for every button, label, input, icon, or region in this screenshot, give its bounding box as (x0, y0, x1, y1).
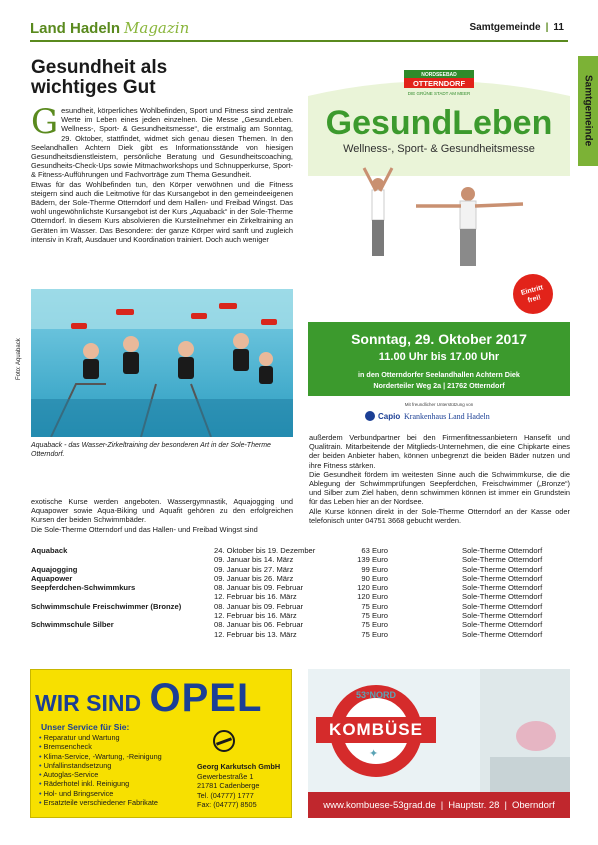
opel-ad (30, 669, 292, 818)
drop-cap: G (31, 102, 59, 142)
sticker-line-2: frei! (527, 294, 542, 305)
course-row (31, 565, 571, 574)
gesundleben-ad-graphic (308, 56, 570, 427)
opel-service-item: • Klima-Service, -Wartung, -Reinigung (39, 751, 162, 761)
right-paragraph-3: Alle Kurse können direkt in der Sole-Therme Otterndorf an der Kasse oder telefonisch unter 04751 3668 gebucht werden. (309, 506, 570, 525)
course-date: 09. Januar bis 14. März (214, 555, 294, 565)
section-side-tab (578, 56, 598, 166)
course-place: Sole-Therme Otterndorf (462, 573, 543, 583)
aquaback-photo (31, 289, 293, 437)
sticker-line-1: Eintritt (520, 284, 544, 297)
course-place: Sole-Therme Otterndorf (462, 564, 543, 574)
course-name: Schwimmschule Silber (31, 620, 114, 630)
opel-service-item: • Hol- und Bringservice (39, 788, 114, 798)
opel-company: Georg Karkutsch GmbH (197, 762, 281, 771)
photo-credit: Foto: Aquaback (16, 338, 22, 380)
messe-title: GesundLeben (325, 104, 553, 142)
sponsor-capio: Capio (378, 412, 401, 421)
lower-paragraph-2: Die Sole-Therme Otterndorf und das Hallen- und Freibad Wingst sind (31, 524, 258, 534)
course-name (31, 555, 214, 564)
course-row (31, 611, 571, 620)
badge-main: OTTERNDORF (412, 79, 466, 88)
page-header-right: Samtgemeinde | 11 (469, 22, 564, 33)
sponsor-hospital: Krankenhaus Land Hadeln (404, 412, 490, 421)
course-place: Sole-Therme Otterndorf (462, 592, 543, 602)
course-row (31, 620, 571, 629)
messe-location-2: Norderteiler Weg 2a | 21762 Otterndorf (373, 381, 505, 390)
course-row (31, 574, 571, 583)
support-label: Mit freundlicher Unterstützung von (404, 402, 474, 407)
opel-service-item: • Unfallinstandsetzung (39, 760, 112, 770)
headline-line-2: wichtiges Gut (31, 77, 156, 98)
section-label: Samtgemeinde (469, 22, 541, 33)
course-price: 75 Euro (361, 601, 388, 611)
course-row (31, 555, 571, 564)
course-name (31, 592, 214, 601)
headline-line-1: Gesundheit als (31, 57, 168, 78)
course-place: Sole-Therme Otterndorf (462, 620, 543, 630)
course-name (31, 611, 214, 620)
course-place: Sole-Therme Otterndorf (462, 555, 543, 565)
course-name: Aquajogging (31, 564, 78, 574)
opel-city: 21781 Cadenberge (197, 781, 260, 790)
course-row (31, 583, 571, 592)
intro-paragraph-1: esundheit, körperliches Wohlbefinden, Sport und Fitness sind zentrale Werte im Leben eines jeden einzelnen. Die Messe „GesundLeben. Wellness-, Sport- & Gesundheitsmesse“, die erstmalig am Sonntag, 29. Oktober, stattfindet, widmet sich genau diesen Themen. In den Seelandhallen Achtern Diek gibt es Informationsstände von hiesigen Gesundheitsdienstleistern, persönliche Beratung und Gesundheitscoaching, Gesundheits-Check-Ups sowie Mitmachworkshops und Schnupperkurse, Sport- & Fitness-Aufführungen und Fachvorträge zum Thema Gesundheit. (31, 106, 293, 180)
side-tab-label: Samtgemeinde (582, 75, 594, 147)
course-name: Schwimmschule Freischwimmer (Bronze) (31, 601, 182, 611)
course-price: 75 Euro (361, 611, 388, 621)
course-name: Aquaback (31, 546, 68, 555)
opel-service-list (39, 733, 162, 807)
opel-service-item: • Ersatzteile verschiedener Fabrikate (39, 798, 158, 808)
course-date: 12. Februar bis 16. März (214, 592, 297, 602)
article-lower-left (31, 497, 293, 534)
magazine-sub: Magazin (124, 19, 190, 37)
course-date: 12. Februar bis 16. März (214, 611, 297, 621)
course-row (31, 592, 571, 601)
course-price: 99 Euro (361, 564, 388, 574)
kombuese-town: Oberndorf (511, 799, 555, 811)
course-date: 09. Januar bis 26. März (214, 573, 294, 583)
magazine-logo (30, 19, 189, 37)
article-headline (31, 58, 301, 98)
gesundleben-ad (308, 56, 570, 427)
course-price: 90 Euro (361, 573, 388, 583)
opel-headline-a: WIR SIND (35, 690, 142, 716)
course-price: 120 Euro (357, 583, 388, 593)
course-date: 08. Januar bis 06. Februar (214, 620, 304, 630)
magazine-name: Land Hadeln (30, 20, 121, 37)
course-price: 120 Euro (357, 592, 388, 602)
opel-tel: Tel. (04777) 1777 (197, 790, 254, 800)
course-date: 09. Januar bis 27. März (214, 564, 294, 574)
kombuese-name-banner (316, 717, 436, 743)
course-price: 63 Euro (361, 546, 388, 555)
opel-service-item: • Räderhotel inkl. Reinigung (39, 779, 130, 789)
kombuese-url[interactable]: www.kombuese-53grad.de (323, 799, 436, 811)
opel-logo-icon (213, 730, 235, 752)
course-row (31, 630, 571, 639)
course-name (31, 630, 214, 639)
kombuese-name: KOMBÜSE (329, 720, 423, 739)
right-paragraph-2: Die Gesundheit fördern im weitesten Sinne auch die Schwimmkurse, die die Ablegung der Schwimmprüfungen Seepferdchen, Freischwimmer („Bronze“) und Silber zum Ziel haben, denn schwimmen können ist immer ein Grundstein für das Leben hier an der Nordsee. (309, 469, 570, 507)
course-price: 75 Euro (361, 629, 388, 639)
course-place: Sole-Therme Otterndorf (462, 546, 543, 555)
course-date: 08. Januar bis 09. Februar (214, 601, 304, 611)
messe-date: Sonntag, 29. Oktober 2017 (351, 331, 527, 347)
opel-headline-b: OPEL (149, 676, 263, 720)
article-right-column (309, 433, 570, 525)
course-place: Sole-Therme Otterndorf (462, 629, 543, 639)
article-intro (31, 102, 293, 244)
course-date: 08. Januar bis 09. Februar (214, 583, 304, 593)
course-date: 24. Oktober bis 19. Dezember (214, 546, 316, 555)
intro-paragraph-2: Etwas für das Wohlbefinden tun, den Körper verwöhnen und die Fitness steigern sind auch die Leitmotive für das Kursangebot in den gemeindeeigenen Bädern, der Sole-Therme Otterndorf und dem Hallen- und Freibad Wingst. Das wohl ungewöhnlichste Kursangebot ist der Kurs „Aquaback“ in der Sole-Therme Otterndorf. In diesem Kurs absolvieren die Kursteilnehmer ein Zirkeltraining an Geräten im Wasser. Das Besondere: der ganze Körper wird sanft und zugleich intensiv in Kraft, Ausdauer und Koordination trainiert. Doch auch weniger (31, 179, 293, 244)
course-price: 75 Euro (361, 620, 388, 630)
photo-caption: Aquaback - das Wasser-Zirkeltraining der besonderen Art in der Sole-Therme Otterndorf. (31, 442, 271, 458)
kombuese-ad (308, 669, 570, 818)
course-place: Sole-Therme Otterndorf (462, 601, 543, 611)
course-place: Sole-Therme Otterndorf (462, 611, 543, 621)
kombuese-bar: www.kombuese-53grad.de | Hauptstr. 28 | Oberndorf (308, 792, 570, 818)
kombuese-address: Hauptstr. 28 (448, 799, 500, 811)
badge-slogan: DIE GRÜNE STADT AM MEER (407, 91, 471, 96)
opel-service-item: • Autoglas-Service (39, 770, 99, 780)
opel-service-item: • Reparatur und Wartung (39, 733, 120, 742)
course-place: Sole-Therme Otterndorf (462, 583, 543, 593)
lower-paragraph-1: exotische Kurse werden angeboten. Wassergymnastik, Aquajogging und Aquapower sowie Aqua-Biking und Aquafit gehören zu den erfolgreichen Kursen der beiden Schwimmbäder. (31, 497, 293, 525)
messe-location-1: in den Otterndorfer Seelandhallen Achtern Diek (358, 370, 520, 379)
course-row (31, 602, 571, 611)
course-table (31, 546, 571, 639)
messe-subtitle: Wellness-, Sport- & Gesundheitsmesse (343, 143, 535, 155)
right-paragraph-1: außerdem Verbundpartner bei den Firmenfitnessanbietern Hansefit und Qualitrain. Mitarbeitende der Mitglieds-Unternehmen, die eine Chipkarte eines der beiden Anbieter haben, können unbegrenzt die beiden Bäder nutzen und ihre Fitness stärken. (309, 433, 570, 470)
badge-top: NORDSEEBAD (421, 72, 457, 78)
header-divider (30, 40, 568, 42)
opel-service-title: Unser Service für Sie: (41, 722, 130, 732)
messe-time: 11.00 Uhr bis 17.00 Uhr (378, 351, 500, 363)
kombuese-degree: 53°NORD (355, 690, 397, 700)
course-row (31, 546, 571, 555)
star-icon: ✦ (369, 748, 379, 760)
course-name: Seepferdchen-Schwimmkurs (31, 583, 136, 593)
course-name: Aquapower (31, 573, 73, 583)
course-price: 139 Euro (357, 555, 388, 565)
course-date: 12. Februar bis 13. März (214, 629, 297, 639)
opel-service-item: • Bremsencheck (39, 742, 92, 752)
opel-fax: Fax: (04777) 8505 (197, 800, 257, 809)
pool-scene-illustration (31, 289, 293, 437)
opel-street: Gewerbestraße 1 (197, 771, 254, 781)
page-number: 11 (553, 22, 564, 33)
